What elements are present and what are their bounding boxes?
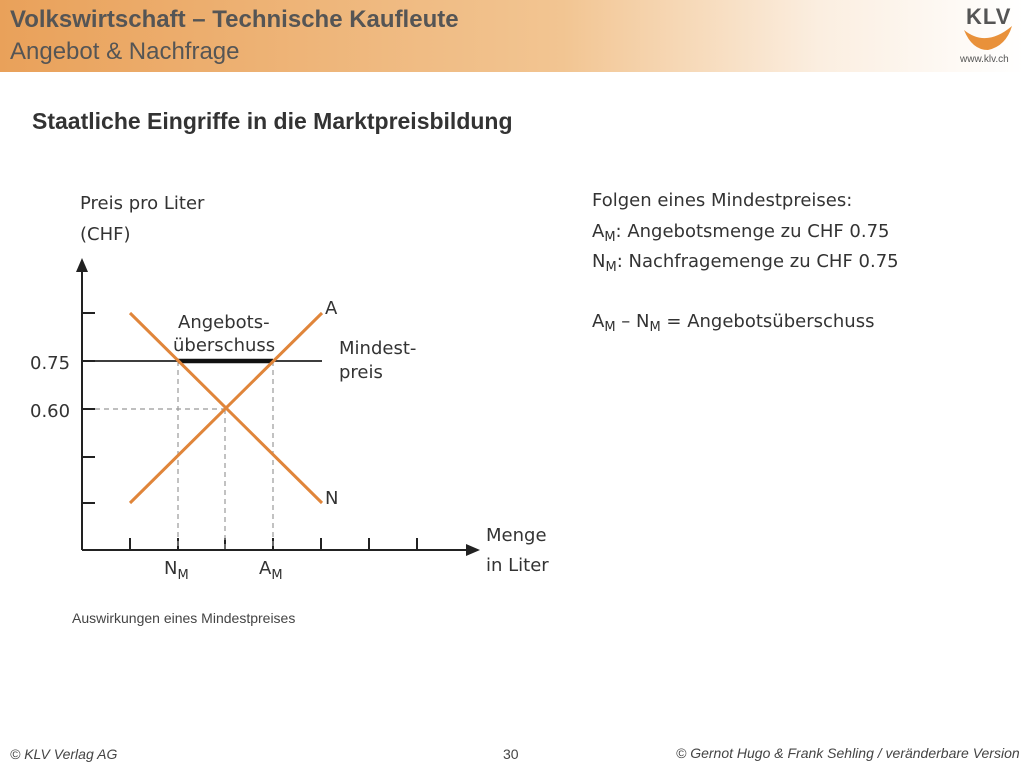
- logo-text: KLV: [966, 4, 1012, 29]
- x-axis-label-line1: Menge: [486, 525, 547, 546]
- surplus-label-line1: Angebots-: [178, 312, 270, 333]
- x-axis-arrow: [466, 544, 480, 556]
- minprice-label-line1: Mindest-: [339, 338, 417, 359]
- page-number: 30: [503, 746, 519, 762]
- y-axis-label-line2: (CHF): [80, 224, 131, 245]
- surplus-label-line2: überschuss: [173, 335, 276, 356]
- y-axis-arrow: [76, 258, 88, 272]
- header-subtitle: Angebot & Nachfrage: [10, 38, 240, 65]
- slide-heading: Staatliche Eingriffe in die Marktpreisbildung: [32, 108, 513, 134]
- footer-copyright-right: © Gernot Hugo & Frank Sehling / veränderbare Version: [676, 745, 1020, 761]
- explanation-heading: Folgen eines Mindestpreises:: [592, 190, 853, 211]
- am-label: $A_M$: [259, 558, 283, 583]
- y-axis-label-line1: Preis pro Liter: [80, 193, 205, 214]
- supply-label: A: [325, 298, 338, 319]
- x-axis-label-line2: in Liter: [486, 555, 549, 576]
- y-ticks: [82, 313, 95, 503]
- explanation-nm-line: $N_M$: Nachfragemenge zu CHF 0.75: [592, 251, 899, 275]
- logo-url: www.klv.ch: [960, 54, 1009, 65]
- minprice-label-line2: preis: [339, 362, 383, 383]
- tick-label-075: 0.75: [30, 353, 71, 374]
- footer-copyright-left: © KLV Verlag AG: [10, 746, 118, 762]
- header-title: Volkswirtschaft – Technische Kaufleute: [10, 6, 459, 33]
- diagram-caption: Auswirkungen eines Mindestpreises: [72, 610, 296, 626]
- tick-label-060: 0.60: [30, 401, 71, 422]
- nm-label: $N_M$: [164, 558, 189, 583]
- explanation-am-line: $A_M$: Angebotsmenge zu CHF 0.75: [592, 221, 890, 245]
- demand-label: N: [325, 488, 339, 509]
- explanation-equation: $A_M - N_M$ = Angebotsüberschuss: [592, 311, 875, 335]
